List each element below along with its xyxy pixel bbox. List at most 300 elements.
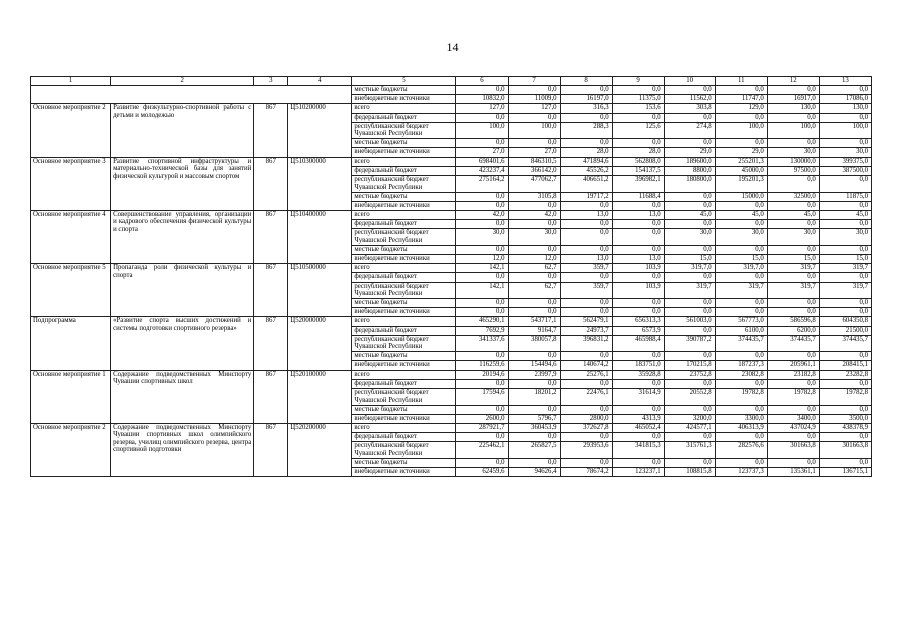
measure-name-cell: Развитие физкультурно-спортивной работы с детьми и молодежью (111, 104, 254, 157)
value-cell: 62,7 (508, 282, 560, 299)
value-cell: 45,0 (664, 210, 715, 219)
value-cell: 30,0 (456, 229, 508, 246)
value-cell: 0,0 (456, 458, 508, 467)
value-cell: 0,0 (560, 220, 612, 229)
value-cell: 374435,7 (819, 335, 871, 352)
column-header: 7 (508, 77, 560, 86)
value-cell: 0,0 (560, 273, 612, 282)
value-cell: 30,0 (767, 229, 819, 246)
value-cell: 29,0 (664, 148, 715, 157)
value-cell: 0,0 (715, 113, 767, 122)
grbs-code-cell: 867 (254, 210, 288, 263)
value-cell: 142,1 (456, 264, 508, 273)
value-cell: 27,0 (508, 148, 560, 157)
value-cell: 0,0 (819, 433, 871, 442)
value-cell: 0,0 (612, 405, 664, 414)
value-cell: 0,0 (664, 379, 715, 388)
value-cell: 0,0 (715, 86, 767, 95)
value-cell: 0,0 (767, 176, 819, 193)
value-cell: 30,0 (767, 148, 819, 157)
value-cell: 0,0 (715, 458, 767, 467)
value-cell: 562479,1 (560, 317, 612, 326)
value-cell: 13,0 (560, 210, 612, 219)
value-cell: 0,0 (612, 308, 664, 317)
value-cell: 567773,0 (715, 317, 767, 326)
value-cell: 319,7,0 (664, 264, 715, 273)
value-cell: 0,0 (819, 245, 871, 254)
header-row (31, 77, 872, 86)
value-cell: 0,0 (612, 379, 664, 388)
status-cell: Основное мероприятие 5 (31, 264, 111, 317)
value-cell: 282576,6 (715, 442, 767, 459)
value-cell: 154494,6 (508, 361, 560, 370)
value-cell: 45526,2 (560, 166, 612, 175)
value-cell: 15000,0 (715, 192, 767, 201)
value-cell: 846310,5 (508, 157, 560, 166)
value-cell: 0,0 (612, 201, 664, 210)
value-cell: 0,0 (612, 273, 664, 282)
value-cell: 29,0 (715, 148, 767, 157)
value-cell: 23282,8 (819, 370, 871, 379)
value-cell: 123737,3 (715, 467, 767, 476)
measure-name-cell: Содержание подведомственных Минспорту Чувашии спортивных школ (111, 370, 254, 423)
value-cell: 127,0 (456, 104, 508, 113)
status-cell: Основное мероприятие 2 (31, 104, 111, 157)
value-cell: 0,0 (715, 273, 767, 282)
value-cell: 301663,8 (767, 442, 819, 459)
value-cell: 11747,0 (715, 95, 767, 104)
value-cell: 97500,0 (767, 166, 819, 175)
value-cell: 0,0 (508, 458, 560, 467)
value-cell: 0,0 (508, 308, 560, 317)
value-cell: 0,0 (456, 299, 508, 308)
value-cell: 387500,0 (819, 166, 871, 175)
value-cell: 0,0 (456, 405, 508, 414)
value-cell: 0,0 (560, 379, 612, 388)
value-cell: 0,0 (612, 139, 664, 148)
value-cell: 0,0 (715, 405, 767, 414)
value-cell: 0,0 (767, 433, 819, 442)
funding-source-cell: федеральный бюджет (352, 113, 456, 122)
value-cell: 0,0 (664, 273, 715, 282)
column-header: 8 (560, 77, 612, 86)
value-cell: 0,0 (819, 220, 871, 229)
value-cell: 25276,1 (560, 370, 612, 379)
value-cell: 471894,6 (560, 157, 612, 166)
value-cell: 0,0 (560, 458, 612, 467)
grbs-code-cell: 867 (254, 157, 288, 210)
value-cell: 0,0 (664, 86, 715, 95)
value-cell: 319,7 (819, 264, 871, 273)
funding-source-cell: федеральный бюджет (352, 433, 456, 442)
value-cell: 100,0 (767, 122, 819, 139)
value-cell: 100,0 (456, 122, 508, 139)
value-cell: 0,0 (560, 299, 612, 308)
table-row (31, 104, 872, 113)
value-cell: 0,0 (508, 433, 560, 442)
value-cell: 586596,8 (767, 317, 819, 326)
value-cell: 319,7 (767, 264, 819, 273)
value-cell: 0,0 (767, 220, 819, 229)
value-cell: 0,0 (819, 176, 871, 193)
value-cell: 42,0 (456, 210, 508, 219)
value-cell: 0,0 (612, 229, 664, 246)
value-cell: 0,0 (560, 433, 612, 442)
grbs-code-cell: 867 (254, 317, 288, 370)
value-cell: 0,0 (508, 352, 560, 361)
value-cell: 604350,8 (819, 317, 871, 326)
value-cell: 27,0 (456, 148, 508, 157)
value-cell: 0,0 (560, 405, 612, 414)
value-cell: 0,0 (456, 201, 508, 210)
value-cell: 0,0 (456, 433, 508, 442)
value-cell: 0,0 (664, 113, 715, 122)
value-cell: 0,0 (508, 201, 560, 210)
value-cell: 0,0 (508, 405, 560, 414)
value-cell: 319,7 (767, 282, 819, 299)
value-cell: 15,0 (819, 254, 871, 263)
value-cell: 0,0 (767, 273, 819, 282)
value-cell: 399375,0 (819, 157, 871, 166)
value-cell: 16917,0 (767, 95, 819, 104)
budget-table (30, 76, 872, 477)
funding-source-cell: внебюджетные источники (352, 148, 456, 157)
value-cell: 45,0 (767, 210, 819, 219)
continuation-blank-cell (31, 86, 352, 104)
funding-source-cell: всего (352, 317, 456, 326)
budget-code-cell: Ц520100000 (288, 370, 352, 423)
value-cell: 275164,2 (456, 176, 508, 193)
value-cell: 437024,9 (767, 423, 819, 432)
value-cell: 225462,1 (456, 442, 508, 459)
value-cell: 2800,0 (560, 414, 612, 423)
value-cell: 187237,3 (715, 361, 767, 370)
value-cell: 0,0 (560, 245, 612, 254)
funding-source-cell: местные бюджеты (352, 458, 456, 467)
value-cell: 4313,9 (612, 414, 664, 423)
status-cell: Основное мероприятие 2 (31, 423, 111, 476)
value-cell: 0,0 (664, 299, 715, 308)
value-cell: 319,7 (715, 282, 767, 299)
value-cell: 23752,8 (664, 370, 715, 379)
column-header: 4 (288, 77, 352, 86)
value-cell: 0,0 (664, 220, 715, 229)
funding-source-cell: республиканский бюджет Чувашской Республики (352, 335, 456, 352)
funding-source-cell: местные бюджеты (352, 139, 456, 148)
funding-source-cell: всего (352, 264, 456, 273)
value-cell: 0,0 (715, 352, 767, 361)
funding-source-cell: местные бюджеты (352, 299, 456, 308)
value-cell: 130,0 (767, 104, 819, 113)
value-cell: 45,0 (715, 210, 767, 219)
value-cell: 0,0 (664, 139, 715, 148)
funding-source-cell: внебюджетные источники (352, 95, 456, 104)
value-cell: 123237,1 (612, 467, 664, 476)
value-cell: 2600,0 (456, 414, 508, 423)
grbs-code-cell: 867 (254, 104, 288, 157)
value-cell: 0,0 (612, 220, 664, 229)
value-cell: 0,0 (664, 201, 715, 210)
table-row (31, 157, 872, 166)
value-cell: 0,0 (767, 405, 819, 414)
value-cell: 477062,7 (508, 176, 560, 193)
grbs-code-cell: 867 (254, 264, 288, 317)
column-header: 10 (664, 77, 715, 86)
value-cell: 315761,3 (664, 442, 715, 459)
value-cell: 0,0 (664, 192, 715, 201)
value-cell: 316,3 (560, 104, 612, 113)
value-cell: 255201,3 (715, 157, 767, 166)
value-cell: 656313,3 (612, 317, 664, 326)
value-cell: 0,0 (767, 245, 819, 254)
value-cell: 6573,9 (612, 326, 664, 335)
value-cell: 100,0 (508, 122, 560, 139)
value-cell: 30,0 (819, 148, 871, 157)
value-cell: 0,0 (560, 139, 612, 148)
value-cell: 0,0 (715, 433, 767, 442)
funding-source-cell: всего (352, 423, 456, 432)
value-cell: 11375,0 (612, 95, 664, 104)
value-cell: 406651,2 (560, 176, 612, 193)
value-cell: 0,0 (664, 433, 715, 442)
value-cell: 15,0 (664, 254, 715, 263)
status-cell: Подпрограмма (31, 317, 111, 370)
value-cell: 30,0 (664, 229, 715, 246)
value-cell: 23997,9 (508, 370, 560, 379)
value-cell: 0,0 (819, 379, 871, 388)
value-cell: 0,0 (560, 229, 612, 246)
funding-source-cell: всего (352, 104, 456, 113)
value-cell: 319,7 (664, 282, 715, 299)
value-cell: 543717,1 (508, 317, 560, 326)
value-cell: 0,0 (715, 201, 767, 210)
value-cell: 0,0 (456, 86, 508, 95)
value-cell: 0,0 (508, 220, 560, 229)
value-cell: 0,0 (560, 86, 612, 95)
value-cell: 30,0 (715, 229, 767, 246)
value-cell: 0,0 (664, 308, 715, 317)
value-cell: 11562,0 (664, 95, 715, 104)
value-cell: 15,0 (767, 254, 819, 263)
table-row (31, 210, 872, 219)
column-header: 13 (819, 77, 871, 86)
value-cell: 465988,4 (612, 335, 664, 352)
value-cell: 42,0 (508, 210, 560, 219)
value-cell: 28,0 (560, 148, 612, 157)
table-row (31, 86, 872, 95)
value-cell: 78674,2 (560, 467, 612, 476)
value-cell: 0,0 (715, 308, 767, 317)
value-cell: 0,0 (612, 458, 664, 467)
value-cell: 0,0 (767, 299, 819, 308)
value-cell: 293953,6 (560, 442, 612, 459)
value-cell: 359,7 (560, 264, 612, 273)
value-cell: 30,0 (508, 229, 560, 246)
value-cell: 116259,6 (456, 361, 508, 370)
grbs-code-cell: 867 (254, 370, 288, 423)
value-cell: 0,0 (819, 201, 871, 210)
column-header: 2 (111, 77, 254, 86)
value-cell: 0,0 (456, 273, 508, 282)
value-cell: 5796,7 (508, 414, 560, 423)
funding-source-cell: республиканский бюджет Чувашской Республики (352, 282, 456, 299)
value-cell: 366142,0 (508, 166, 560, 175)
value-cell: 125,6 (612, 122, 664, 139)
value-cell: 19782,8 (819, 389, 871, 406)
value-cell: 13,0 (612, 254, 664, 263)
value-cell: 0,0 (508, 299, 560, 308)
measure-name-cell: Совершенствование управления, организации и кадрового обеспечения физической культуры и спорта (111, 210, 254, 263)
value-cell: 195201,3 (715, 176, 767, 193)
column-header: 3 (254, 77, 288, 86)
value-cell: 698401,6 (456, 157, 508, 166)
value-cell: 6100,0 (715, 326, 767, 335)
funding-source-cell: всего (352, 210, 456, 219)
value-cell: 24973,7 (560, 326, 612, 335)
value-cell: 0,0 (612, 352, 664, 361)
column-header: 6 (456, 77, 508, 86)
value-cell: 16197,0 (560, 95, 612, 104)
value-cell: 319,7,0 (715, 264, 767, 273)
funding-source-cell: внебюджетные источники (352, 308, 456, 317)
funding-source-cell: внебюджетные источники (352, 201, 456, 210)
value-cell: 45000,0 (715, 166, 767, 175)
budget-code-cell: Ц510400000 (288, 210, 352, 263)
value-cell: 374435,7 (715, 335, 767, 352)
funding-source-cell: внебюджетные источники (352, 361, 456, 370)
value-cell: 301663,8 (819, 442, 871, 459)
value-cell: 0,0 (819, 86, 871, 95)
value-cell: 127,0 (508, 104, 560, 113)
value-cell: 380057,8 (508, 335, 560, 352)
funding-source-cell: федеральный бюджет (352, 220, 456, 229)
value-cell: 135361,1 (767, 467, 819, 476)
value-cell: 17594,6 (456, 389, 508, 406)
measure-name-cell: «Развитие спорта высших достижений и системы подготовки спортивного резерва» (111, 317, 254, 370)
value-cell: 274,8 (664, 122, 715, 139)
value-cell: 35928,8 (612, 370, 664, 379)
value-cell: 0,0 (664, 352, 715, 361)
value-cell: 142,1 (456, 282, 508, 299)
table-row (31, 264, 872, 273)
value-cell: 465290,1 (456, 317, 508, 326)
value-cell: 130000,0 (767, 157, 819, 166)
funding-source-cell: местные бюджеты (352, 245, 456, 254)
table-row (31, 370, 872, 379)
value-cell: 183751,0 (612, 361, 664, 370)
value-cell: 0,0 (508, 273, 560, 282)
value-cell: 0,0 (456, 139, 508, 148)
value-cell: 0,0 (715, 379, 767, 388)
value-cell: 180800,0 (664, 176, 715, 193)
value-cell: 31614,9 (612, 389, 664, 406)
value-cell: 20194,6 (456, 370, 508, 379)
budget-code-cell: Ц520200000 (288, 423, 352, 476)
value-cell: 11009,0 (508, 95, 560, 104)
value-cell: 94626,4 (508, 467, 560, 476)
funding-source-cell: местные бюджеты (352, 192, 456, 201)
value-cell: 360453,9 (508, 423, 560, 432)
table-row (31, 317, 872, 326)
funding-source-cell: федеральный бюджет (352, 379, 456, 388)
value-cell: 8800,0 (664, 166, 715, 175)
measure-name-cell: Содержание подведомственных Минспорту Чувашии спортивных школ олимпийского резерва, училищ олимпийского резерва, центра спортивной подготовки (111, 423, 254, 476)
value-cell: 0,0 (819, 113, 871, 122)
value-cell: 154137,5 (612, 166, 664, 175)
funding-source-cell: всего (352, 157, 456, 166)
value-cell: 0,0 (767, 86, 819, 95)
value-cell: 136715,1 (819, 467, 871, 476)
funding-source-cell: республиканский бюджет Чувашской Республики (352, 389, 456, 406)
value-cell: 11875,0 (819, 192, 871, 201)
value-cell: 0,0 (819, 308, 871, 317)
value-cell: 0,0 (456, 379, 508, 388)
value-cell: 0,0 (612, 245, 664, 254)
value-cell: 0,0 (664, 245, 715, 254)
value-cell: 21500,0 (819, 326, 871, 335)
value-cell: 0,0 (715, 245, 767, 254)
value-cell: 424577,1 (664, 423, 715, 432)
value-cell: 205961,1 (767, 361, 819, 370)
value-cell: 561003,0 (664, 317, 715, 326)
value-cell: 189600,0 (664, 157, 715, 166)
value-cell: 0,0 (819, 273, 871, 282)
funding-source-cell: федеральный бюджет (352, 326, 456, 335)
value-cell: 0,0 (715, 139, 767, 148)
value-cell: 0,0 (456, 245, 508, 254)
value-cell: 341337,6 (456, 335, 508, 352)
value-cell: 390787,2 (664, 335, 715, 352)
value-cell: 0,0 (612, 299, 664, 308)
value-cell: 129,0 (715, 104, 767, 113)
value-cell: 0,0 (767, 379, 819, 388)
value-cell: 0,0 (767, 201, 819, 210)
value-cell: 0,0 (819, 405, 871, 414)
funding-source-cell: республиканский бюджет Чувашской Республики (352, 442, 456, 459)
value-cell: 103,9 (612, 282, 664, 299)
column-header: 1 (31, 77, 111, 86)
value-cell: 130,0 (819, 104, 871, 113)
value-cell: 0,0 (819, 139, 871, 148)
value-cell: 10832,0 (456, 95, 508, 104)
value-cell: 0,0 (767, 139, 819, 148)
value-cell: 12,0 (456, 254, 508, 263)
grbs-code-cell: 867 (254, 423, 288, 476)
value-cell: 372627,8 (560, 423, 612, 432)
value-cell: 0,0 (508, 139, 560, 148)
value-cell: 0,0 (508, 245, 560, 254)
value-cell: 562808,0 (612, 157, 664, 166)
value-cell: 0,0 (612, 433, 664, 442)
value-cell: 0,0 (767, 113, 819, 122)
value-cell: 3400,0 (767, 414, 819, 423)
value-cell: 0,0 (456, 220, 508, 229)
value-cell: 0,0 (456, 113, 508, 122)
budget-code-cell: Ц510500000 (288, 264, 352, 317)
value-cell: 9164,7 (508, 326, 560, 335)
budget-code-cell: Ц510200000 (288, 104, 352, 157)
value-cell: 22476,1 (560, 389, 612, 406)
value-cell: 396831,2 (560, 335, 612, 352)
value-cell: 438378,9 (819, 423, 871, 432)
value-cell: 0,0 (664, 458, 715, 467)
value-cell: 108815,8 (664, 467, 715, 476)
value-cell: 19782,8 (767, 389, 819, 406)
value-cell: 140674,2 (560, 361, 612, 370)
page-number: 14 (446, 40, 459, 54)
value-cell: 0,0 (508, 86, 560, 95)
value-cell: 30,0 (819, 229, 871, 246)
